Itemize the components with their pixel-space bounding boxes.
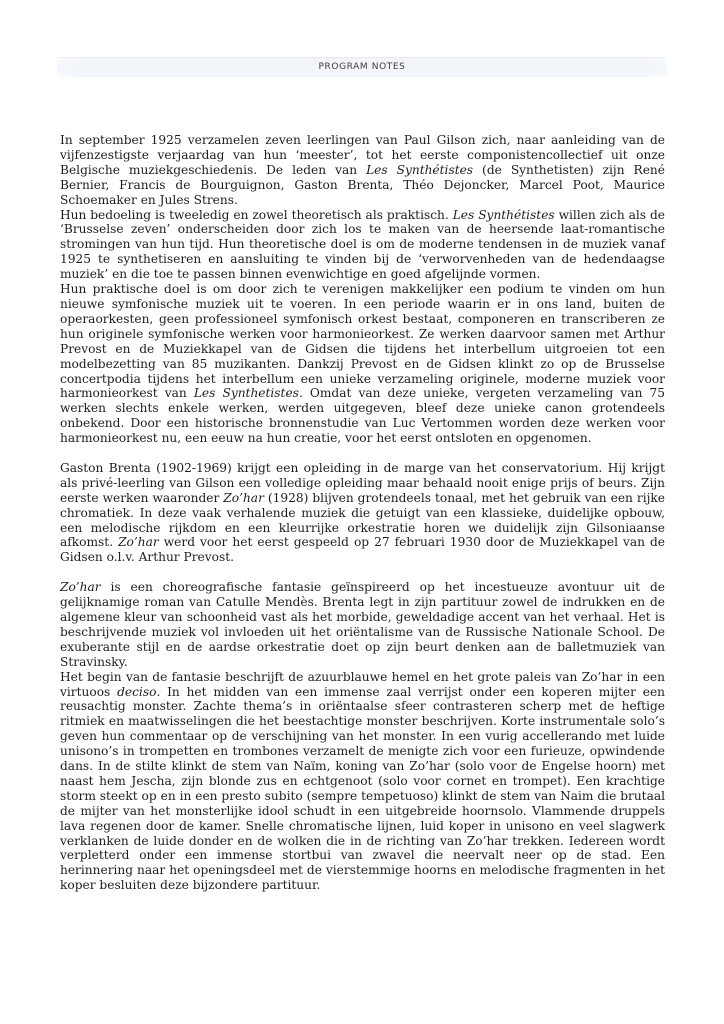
paragraph (60, 208, 665, 283)
italic-run: Zo’har (118, 535, 159, 550)
italic-run: Les Synthetistes (193, 386, 299, 401)
text-run: In september 1925 verzamelen zeven leerlingen van Paul Gilson zich, naar aanleiding van de vijfenzestigste verjaardag van hun ‘meester’, tot het eerste componistencollectief uit onze Belgische muziekgeschiedenis. De leden van (60, 133, 665, 177)
text-run: werd voor het eerst gespeeld op 27 februari 1930 door de Muziekkapel van de Gidsen o.l.v. Arthur Prevost. (60, 535, 665, 565)
document-body (60, 133, 665, 893)
text-run: (de Synthetisten) zijn René Bernier, Francis de Bourguignon, Gaston Brenta, Théo Dejoncker, Marcel Poot, Maurice Schoemaker en Jules Strens. (60, 162, 665, 207)
paragraph (60, 461, 665, 565)
paragraph (60, 580, 665, 669)
text-run: Gaston Brenta (1902-1969) krijgt een opleiding in de marge van het conservatorium. Hij krijgt als privé-leerling van Gilson een volledige opleiding maar behaald nooit enige prijs of beurs. Zijn eerste werken waaronder (60, 460, 665, 505)
text-run: Hun bedoeling is tweeledig en zowel theoretisch als praktisch. (60, 207, 453, 222)
header-band (57, 57, 667, 77)
paragraph (60, 133, 665, 208)
text-run: (1928) blijven grotendeels tonaal, met het gebruik van een rijke chromatiek. In deze vaak verhalende muziek die getuigt van een klassieke, duidelijke opbouw, een melodische rijkdom en een kleurrijke orkestratie horen we duidelijk zijn Gilsoniaanse afkomst. (60, 490, 665, 550)
text-run: Hun praktische doel is om door zich te verenigen makkelijker een podium te vinden om hun nieuwe symfonische muziek uit te voeren. In een periode waarin er in ons land, buiten de operaorkesten, geen professioneel symfonisch orkest bestaat, componeren en transcriberen ze hun originele symfonische werken voor harmonieorkest. Ze werken daarvoor samen met Arthur Prevost en de Muziekkapel van de Gidsen die tijdens het interbellum uitgroeien tot een modelbezetting van 85 muzikanten. Dankzij Prevost en de Gidsen klinkt zo op de Brusselse concertpodia tijdens het interbellum een unieke verzameling originele, moderne muziek voor harmonieorkest van (60, 282, 665, 401)
text-block-gaston-brenta-bio (60, 461, 665, 565)
text-run: Het begin van de fantasie beschrijft de azuurblauwe hemel en het grote paleis van Zo’har in een virtuoos (60, 669, 665, 699)
paragraph (60, 282, 665, 446)
text-run: . In het midden van een immense zaal verrijst onder een koperen mijter een reusachtig monster. Zachte thema’s in oriëntaalse sfeer contrasteren scherp met de heftige ritmiek en maatwisselingen die het beestachtige monster beschrijven. Korte instrumentale solo’s geven hun commentaar op de verschijning van het monster. In een vurig accellerando met luide unisono’s in trompetten en trombones verzamelt de menigte zich voor een furieuze, opwindende dans. In de stilte klinkt de stem van Naïm, koning van Zo’har (solo voor de Engelse hoorn) met naast hem Jescha, zijn blonde zus en echtgenoot (solo voor cornet en trompet). Een krachtige storm steekt op en in een presto subito (sempre tempetuoso) klinkt de stem van Naim die brutaal de mijter van het monsterlijke idool schudt in een uitgebreide hoornsolo. Vlammende druppels lava regenen door de kamer. Snelle chromatische lijnen, luid koper in unisono en veel slagwerk verklanken de luide donder en de wolken die in de richting van Zo’har trekken. Iedereen wordt verpletterd onder een immense stortbui van zwavel die neervalt neer op de stad. Een herinnering naar het openingsdeel met de vierstemmige hoorns en melodische fragmenten in het koper besluiten deze bijzondere partituur. (60, 684, 666, 893)
text-run: . Omdat van deze unieke, vergeten verzameling van 75 werken slechts enkele werken, werden uitgegeven, bleef deze unieke canon grotendeels onbekend. Door een historische bronnenstudie van Luc Vertommen worden deze werken voor harmonieorkest nu, een eeuw na hun creatie, voor het eerst ontsloten en opgenomen. (60, 386, 665, 446)
page-title: PROGRAM NOTES (318, 62, 406, 72)
text-block-zohar-description (60, 580, 665, 893)
paragraph (60, 670, 665, 894)
text-block-synthetistes-intro (60, 133, 665, 446)
italic-run: deciso (117, 684, 157, 699)
italic-run: Les Synthétistes (452, 207, 555, 222)
italic-run: Zo’har (223, 490, 264, 505)
text-run: willen zich als de ‘Brusselse zeven’ onderscheiden door zich los te maken van de heersende laat-romantische stromingen van hun tijd. Hun theoretische doel is om de moderne tendensen in de muziek vanaf 1925 te synthetiseren en aansluiting te vinden bij de ‘verworvenheden van de hedendaagse muziek’ en die toe te passen binnen evenwichtige en goed afgelijnde vormen. (60, 207, 665, 282)
italic-run: Zo’har (60, 580, 101, 595)
italic-run: Les Synthétistes (366, 162, 474, 177)
text-run: is een choreografische fantasie geïnspireerd op het incestueuze avontuur uit de gelijknamige roman van Catulle Mendès. Brenta legt in zijn partituur zowel de indrukken en de algemene kleur van schoonheid vast als het morbide, geweldadige accent van het verhaal. Het is beschrijvende muziek vol invloeden uit het oriëntalisme van de Russische Nationale School. De exuberante stijl en de aardse orkestratie doet op zijn beurt denken aan de balletmuziek van Stravinsky. (60, 580, 665, 669)
